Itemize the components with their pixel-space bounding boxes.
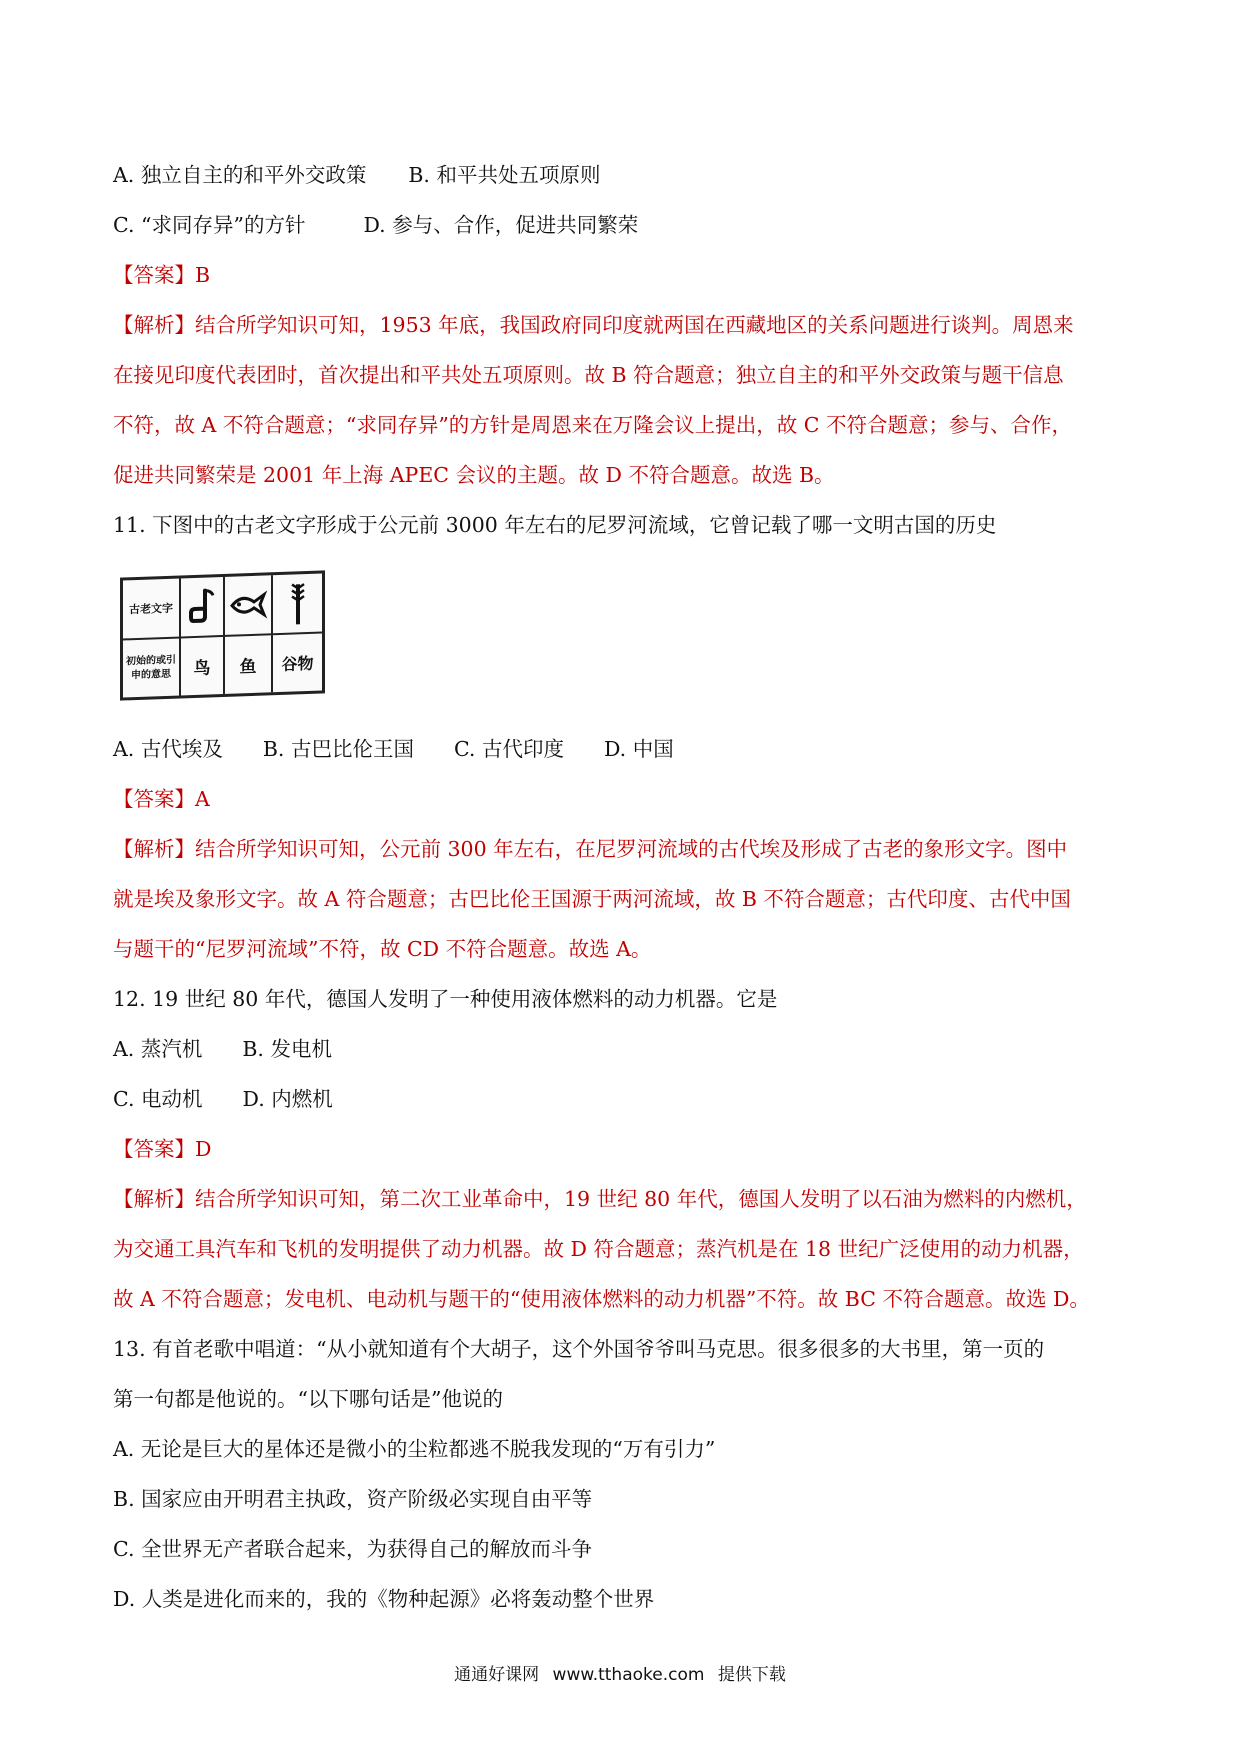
q10-option-a: A. 独立自主的和平外交政策 — [113, 163, 367, 187]
q13-option-b: B. 国家应由开明君主执政，资产阶级必实现自由平等 — [113, 1487, 593, 1511]
q11-analysis-line: 就是埃及象形文字。故 A 符合题意；古巴比伦王国源于两河流域，故 B 不符合题意；古代印度、古代中国 — [113, 887, 1071, 911]
q11-question: 11. 下图中的古老文字形成于公元前 3000 年左右的尼罗河流域，它曾记载了哪一文明古国的历史 — [113, 513, 997, 537]
q13-option-a: A. 无论是巨大的星体还是微小的尘粒都逃不脱我发现的“万有引力” — [113, 1437, 716, 1461]
q10-analysis-line: 在接见印度代表团时，首次提出和平共处五项原则。故 B 符合题意；独立自主的和平外交政策与题干信息 — [113, 363, 1064, 387]
q12-option-d: D. 内燃机 — [242, 1087, 333, 1111]
q13-option-c: C. 全世界无产者联合起来，为获得自己的解放而斗争 — [113, 1537, 592, 1561]
q10-analysis-line: 【解析】结合所学知识可知，1953 年底，我国政府同印度就两国在西藏地区的关系问题进行谈判。周恩来 — [113, 313, 1074, 337]
q13-option-d: D. 人类是进化而来的，我的《物种起源》必将轰动整个世界 — [113, 1587, 655, 1611]
footer-url[interactable]: www.tthaoke.com — [552, 1665, 705, 1685]
bird-glyph-icon — [181, 577, 225, 639]
q10-option-c: C. “求同存异”的方针 — [113, 213, 306, 237]
q11-options — [113, 724, 1143, 774]
grain-glyph-icon — [273, 574, 322, 636]
q12-options-row1 — [113, 1024, 1143, 1074]
hieroglyph-figure — [116, 556, 321, 716]
row1-label: 古老文字 — [123, 578, 181, 640]
q10-answer: 【答案】B — [113, 263, 211, 287]
q11-analysis — [113, 824, 1143, 974]
q12-analysis-line: 【解析】结合所学知识可知，第二次工业革命中，19 世纪 80 年代，德国人发明了以石油为燃料的内燃机， — [113, 1187, 1087, 1211]
q12-option-c: C. 电动机 — [113, 1087, 203, 1111]
q12-option-b: B. 发电机 — [242, 1037, 332, 1061]
q10-analysis — [113, 300, 1143, 500]
q12-answer: 【答案】D — [113, 1137, 212, 1161]
q12-analysis-line: 故 A 不符合题意；发电机、电动机与题干的“使用液体燃料的动力机器”不符。故 BC 不符合题意。故选 D。 — [113, 1287, 1090, 1311]
q11-option-a: A. 古代埃及 — [113, 737, 223, 761]
hieroglyph-table — [120, 570, 325, 700]
q10-options-row2 — [113, 200, 1143, 250]
meaning-grain: 谷物 — [281, 653, 314, 674]
q10-option-b: B. 和平共处五项原则 — [408, 163, 601, 187]
fish-glyph-icon — [225, 575, 273, 637]
meaning-fish: 鱼 — [225, 635, 273, 694]
document-body — [113, 150, 1143, 1624]
q12-question: 12. 19 世纪 80 年代，德国人发明了一种使用液体燃料的动力机器。它是 — [113, 987, 778, 1011]
q11-option-d: D. 中国 — [603, 737, 674, 761]
q12-analysis — [113, 1174, 1143, 1324]
q10-analysis-line: 促进共同繁荣是 2001 年上海 APEC 会议的主题。故 D 不符合题意。故选 B。 — [113, 463, 835, 487]
q10-options-row1 — [113, 150, 1143, 200]
footer-suffix: 提供下载 — [717, 1665, 786, 1685]
q10-option-d: D. 参与、合作，促进共同繁荣 — [363, 213, 639, 237]
q12-option-a: A. 蒸汽机 — [113, 1037, 203, 1061]
q11-analysis-line: 【解析】结合所学知识可知，公元前 300 年左右，在尼罗河流域的古代埃及形成了古老的象形文字。图中 — [113, 837, 1068, 861]
q13-question-line: 第一句都是他说的。“以下哪句话是”他说的 — [113, 1387, 503, 1411]
q10-analysis-line: 不符，故 A 不符合题意；“求同存异”的方针是周恩来在万隆会议上提出，故 C 不符合题意；参与、合作， — [113, 413, 1073, 437]
q12-analysis-line: 为交通工具汽车和飞机的发明提供了动力机器。故 D 符合题意；蒸汽机是在 18 世纪广泛使用的动力机器， — [113, 1237, 1084, 1261]
q13-question-line: 13. 有首老歌中唱道：“从小就知道有个大胡子，这个外国爷爷叫马克思。很多很多的大书里，第一页的 — [113, 1337, 1045, 1361]
q11-answer: 【答案】A — [113, 787, 210, 811]
q12-options-row2 — [113, 1074, 1143, 1124]
q11-option-b: B. 古巴比伦王国 — [262, 737, 414, 761]
page-footer — [0, 1660, 1240, 1685]
meaning-bird: 鸟 — [181, 637, 225, 696]
q13-question — [113, 1324, 1143, 1424]
q11-option-c: C. 古代印度 — [453, 737, 564, 761]
q11-analysis-line: 与题干的“尼罗河流域”不符，故 CD 不符合题意。故选 A。 — [113, 937, 652, 961]
footer-site-name: 通通好课网 — [454, 1665, 540, 1685]
row2-label: 初始的或引申的意思 — [123, 638, 181, 697]
